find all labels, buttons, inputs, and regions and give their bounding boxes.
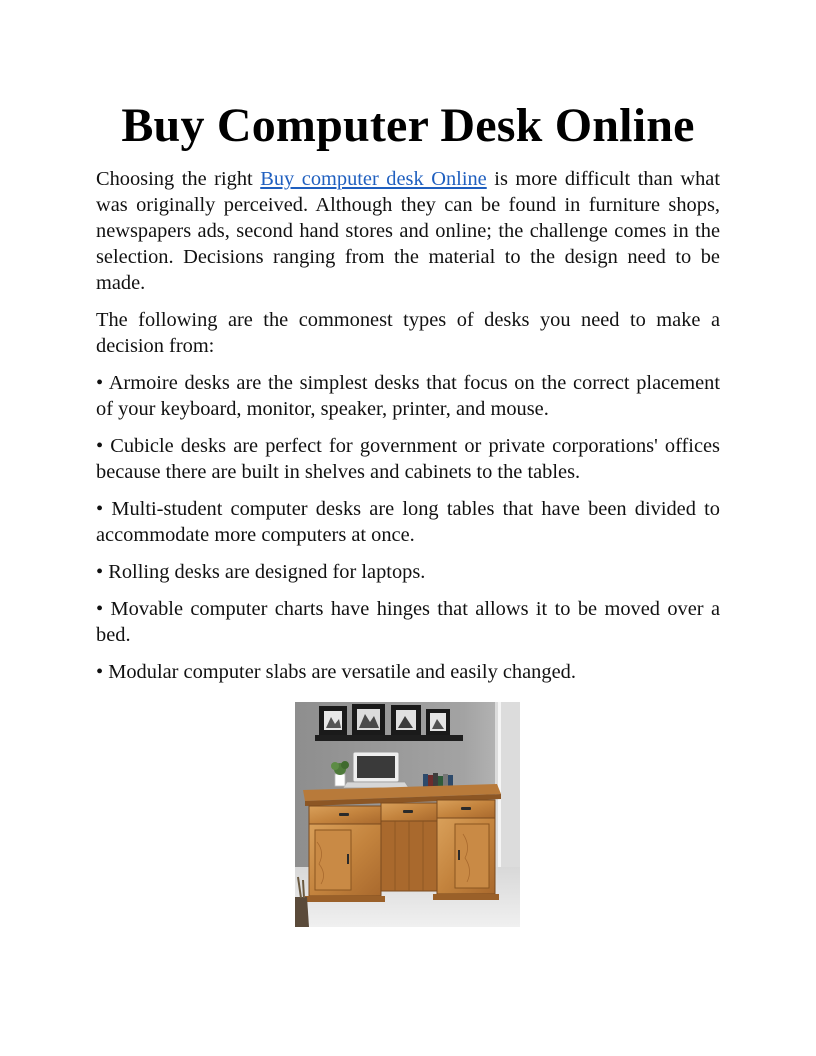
intro-text-before-link: Choosing the right — [96, 168, 261, 190]
computer-desk-illustration — [295, 702, 520, 927]
bullet-multi-student-desks: • Multi-student computer desks are long tables that have been divided to accommodate more computers at once. — [96, 498, 720, 546]
books-icon — [423, 773, 453, 787]
document-page — [96, 96, 720, 685]
laptop-icon — [343, 752, 409, 788]
bullet-modular-computer-slabs: • Modular computer slabs are versatile and easily changed. — [96, 661, 576, 683]
desk-icon — [303, 784, 501, 902]
following-paragraph: The following are the commonest types of desks you need to make a decision from: — [96, 309, 720, 357]
intro-paragraph — [96, 166, 720, 296]
buy-computer-desk-link[interactable]: Buy computer desk Online — [260, 168, 487, 190]
page-title: Buy Computer Desk Online — [121, 99, 695, 152]
computer-desk-photo — [295, 702, 520, 927]
bullet-armoire-desks: • Armoire desks are the simplest desks that focus on the correct placement of your keyboard, monitor, speaker, printer, and mouse. — [96, 372, 720, 420]
bullet-movable-computer-charts: • Movable computer charts have hinges that allows it to be moved over a bed. — [96, 598, 720, 646]
bullet-cubicle-desks: • Cubicle desks are perfect for government or private corporations' offices because there are built in shelves and cabinets to the tables. — [96, 435, 720, 483]
intro-text-after-link: is more difficult than what was originally perceived. Although they can be found in furniture shops, newspapers ads, second hand stores and online; the challenge comes in the selection. Decisions ranging from the material to the design need to be made. — [96, 168, 720, 294]
bullet-rolling-desks: • Rolling desks are designed for laptops. — [96, 561, 426, 583]
